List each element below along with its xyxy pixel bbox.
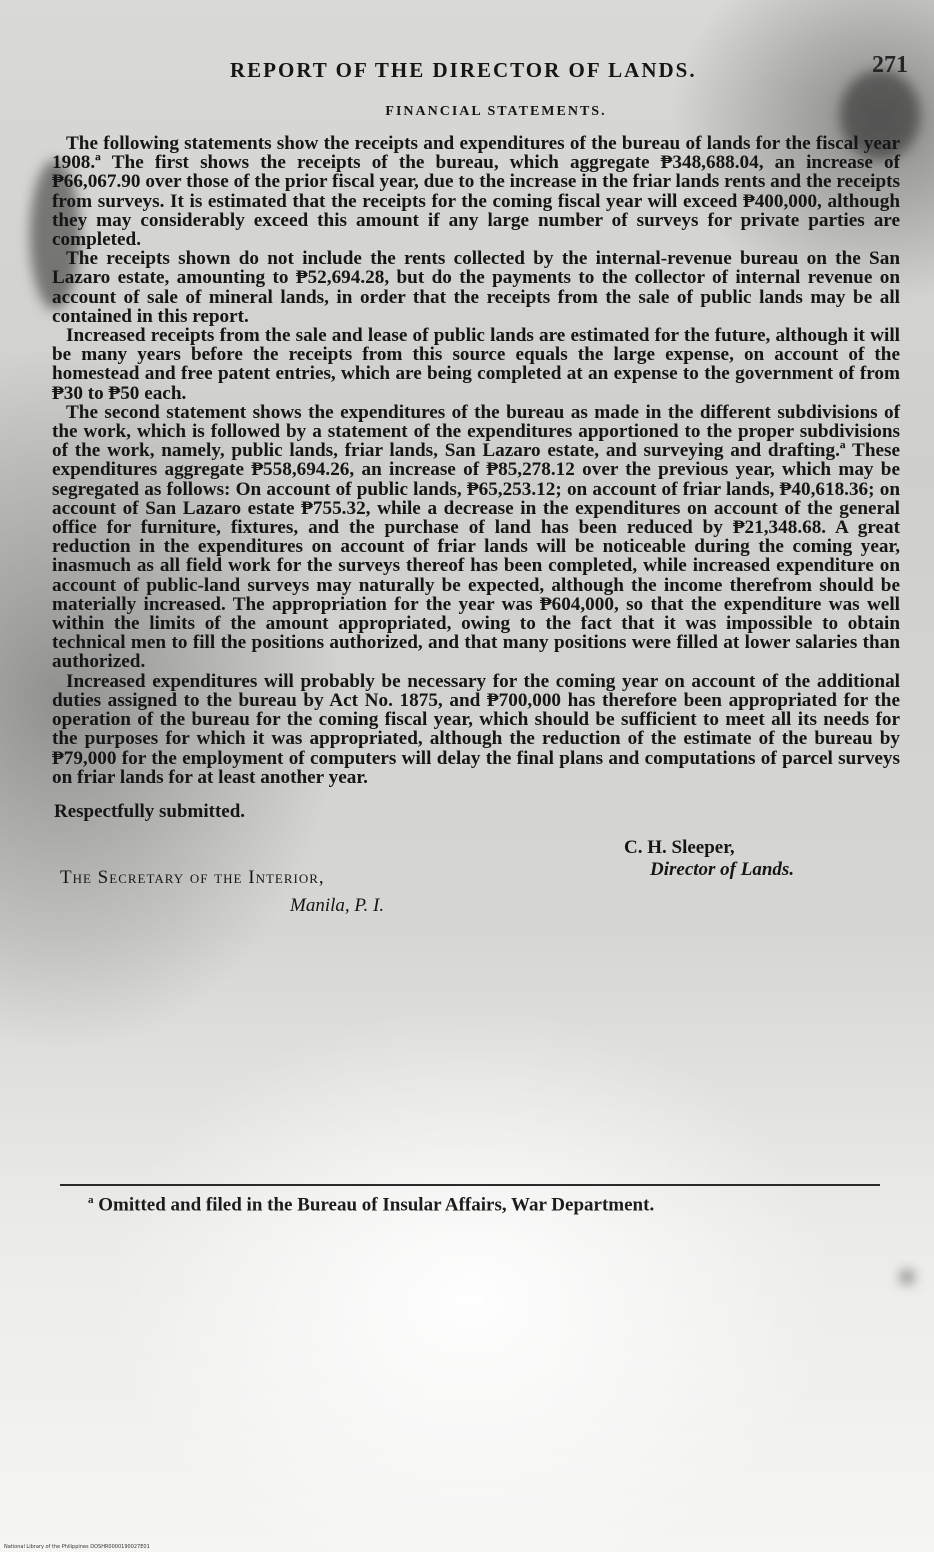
footnote-rule (60, 1184, 880, 1186)
footnote-marker: a (88, 1194, 94, 1206)
ink-speck-right (900, 1270, 914, 1284)
addressee-location: Manila, P. I. (290, 894, 385, 916)
paragraph-receipts-exclusions: The receipts shown do not include the rents collected by the internal-revenue bureau on the San Lazaro estate, amounting to ₱52,694.28, but do the payments to the collector of internal revenue on account of sale of mineral lands, in order that the receipts from the sale of public lands may be all contained in this report. (52, 248, 900, 327)
closing-block (52, 801, 900, 931)
paragraph-receipts: The following statements show the receipts and expenditures of the bureau of lands for the fiscal year 1908.ª The first shows the receipts of the bureau, which aggregate ₱348,688.04, an increase of ₱66,067.90 over those of the prior fiscal year, due to the increase in the friar lands rents and the receipts from surveys. It is estimated that the receipts for the coming fiscal year will exceed ₱400,000, although they may considerably exceed this amount if any large number of surveys for private parties are completed. (52, 133, 900, 251)
footnote-text: Omitted and filed in the Bureau of Insular Affairs, War Department. (98, 1194, 655, 1216)
signer-title: Director of Lands. (650, 858, 795, 880)
section-heading: FINANCIAL STATEMENTS. (385, 104, 607, 119)
signer-name: C. H. Sleeper, (624, 836, 735, 858)
report-title: REPORT OF THE DIRECTOR OF LANDS. (230, 58, 697, 82)
footnote (88, 1194, 654, 1216)
paragraph-expenditures: The second statement shows the expenditures of the bureau as made in the different subdivisions of the work, which is followed by a statement of the expenditures apportioned to the proper subdivisions of the work, namely, public lands, friar lands, San Lazaro estate, and surveying and drafting.ª These expenditures aggregate ₱558,694.26, an increase of ₱85,278.12 over the previous year, which may be segregated as follows: On account of public lands, ₱65,253.12; on account of friar lands, ₱40,618.36; on account of San Lazaro estate ₱755.32, while a decrease in the expenditures on account of the general office for furniture, fixtures, and the purchase of land has been reduced by ₱21,348.68. A great reduction in the expenditures on account of friar lands will be noticeable during the coming year, inasmuch as all field work for the surveys thereof has been completed, while increased expenditure on account of public-land surveys may naturally be expected, although the income therefrom should be materially increased. The appropriation for the year was ₱604,000, so that the expenditure was well within the limits of the amount appropriated, owing to the fact that it was impossible to obtain technical men to fill the positions authorized, and that many positions were filled at lower salaries than authorized. (52, 401, 900, 673)
page-number: 271 (872, 52, 908, 78)
paragraph-public-lands-estimate: Increased receipts from the sale and lease of public lands are estimated for the future, although it will be many years before the receipts from this source equals the large expense, on account of the homestead and free patent entries, which are being completed at an expense to the government of from ₱30 to ₱50 each. (52, 325, 900, 404)
scan-credit: National Library of the Philippines DOSHR0000190027E01 (4, 1544, 150, 1550)
addressee: The Secretary of the Interior, (60, 866, 325, 888)
closing-salutation: Respectfully submitted. (54, 800, 246, 822)
paragraph-future-expenditures: Increased expenditures will probably be necessary for the coming year on account of the additional duties assigned to the bureau by Act No. 1875, and ₱700,000 has therefore been appropriated for the operation of the bureau for the coming fiscal year, which should be sufficient to meet all its needs for the purposes for which it was appropriated, although the reduction of the estimate of the bureau by ₱79,000 for the employment of computers will delay the final plans and computations of parcel surveys on friar lands for at least another year. (52, 670, 900, 788)
page-text (52, 50, 908, 931)
running-head (52, 50, 908, 84)
